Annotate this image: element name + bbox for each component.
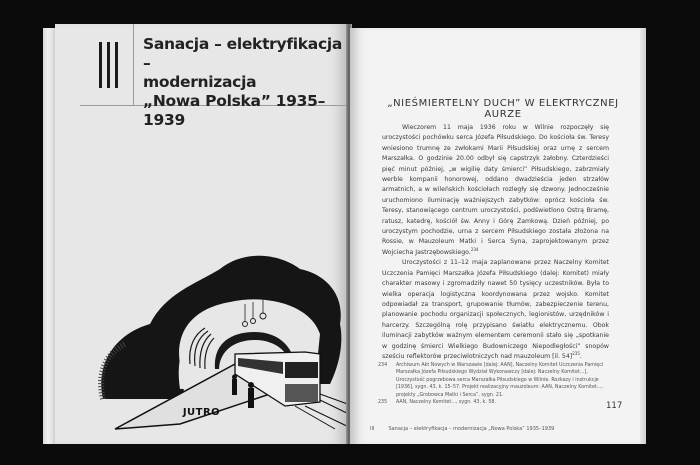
chapter-title-line-1: Sanacja – elektryfikacja – <box>143 35 343 72</box>
footnote-235 <box>378 399 610 406</box>
chapter-title-line-2: modernizacja <box>143 73 257 91</box>
footnotes <box>378 362 610 406</box>
footnote-ref-234: 234 <box>470 246 479 252</box>
illustration-caption: JUTRO <box>182 407 221 418</box>
running-footer-chapter: III <box>370 426 375 432</box>
page-number: 117 <box>606 401 623 411</box>
footnote-234 <box>378 362 610 399</box>
footnote-text: Archiwum Akt Nowych w Warszawie [dalej: AAN], Naczelny Komitet Uczczenia Pamięci Marszałka Józefa Piłsudskiego Wydział Wykonawczy [dalej: Naczelny Komitet...], Uroczystość pogrzebowa serca Marszałka Piłsudskiego w Wilnie. Rozkazy i instrukcje [1936], sygn. 43, k. 15–57. Projekt realizacyjny mauzoleum: AAN, Naczelny Komitet..., projekty „Grobowca Matki i Serca”, sygn. 21. <box>396 363 604 398</box>
paragraph-2-text: Uroczystości z 11–12 maja zaplanowane przez Naczelny Komitet Uczczenia Pamięci Marszałka Józefa Piłsudskiego (dalej: Komitet) miały charakter masowy i zgromadziły nawet 50 tysięcy uczestników. Była to wielka operacja logistyczna koordynowana przez wojsko. Komitet odpowiadał za transport, grupowanie tłumów, zabezpieczenie terenu, planowanie pochodu organizacji społecznych, legionistów, urzędników i harcerzy. Szczególną rolę przypisano światłu elektrycznemu. Obok iluminacji zabytków ważnym elementem ceremonii stało się „spotkanie w godzinę śmierci Wielkiego Budowniczego Niepodległości” snopów sześciu reflektorów przeciwlotniczych nad mauzoleum [il. 54] <box>382 259 609 360</box>
body-text <box>382 123 609 362</box>
paragraph-1: Wieczorem 11 maja 1936 roku w Wilnie rozpoczęły się uroczystości pochówku serca Józefa Piłsudskiego. Do kościoła św. Teresy wniesiono trumnę ze zwłokami Marii Piłsudskiej oraz urnę z sercem Marszałka. O godzinie 20.00 odbył się capstrzyk żałobny. Czterdzieści pięć minut później, „w wigilię daty śmierci” Piłsudskiego, zabrzmiały werble kompanii honorowej, oddano dwadzieścia jeden strzałów armatnich, a w wileńskich kościołach rozległy się dzwony. Jednocześnie uruchomiono iluminację ważniejszych zabytków: oprócz kościoła św. Teresy, stanowiącego centrum uroczystości, podświetlono Ostrą Bramę, ratusz, katedrę, kościół św. Anny i Górę Zamkową. Dzień później, po uroczystym pochodzie, urna z sercem Piłsudskiego została złożona na Rossie, w Mauzoleum Matki i Serca Syna, zaprojektowanym przez Wojciecha Jastrzębowskiego.$^{234}$ <box>382 124 609 256</box>
chapter-header <box>80 24 348 129</box>
roman-numeral-three-icon <box>99 42 119 88</box>
running-footer-title: Sanacja – elektryfikacja – modernizacja „Nowa Polska” 1935–1939 <box>388 426 555 432</box>
footnote-number: 235 <box>378 400 388 406</box>
footnote-number: 234 <box>378 363 388 368</box>
chapter-title <box>143 35 348 130</box>
chapter-title-line-3: „Nowa Polska” 1935–1939 <box>143 92 326 129</box>
paragraph-2: Uroczystości z 11–12 maja zaplanowane przez Naczelny Komitet Uczczenia Pamięci Marszałka Józefa Piłsudskiego (dalej: Komitet) miały charakter masowy i zgromadziły nawet 50 tysięcy uczestników. Była to wielka operacja logistyczna koordynowana przez wojsko. Komitet odpowiadał za transport, grupowanie tłumów, zabezpieczenie terenu, planowanie pochodu organizacji społecznych, legionistów, urzędników i harcerzy. Szczególną rolę przypisano światłu elektrycznemu. Obok iluminacji zabytków ważnym elementem ceremonii stało się „spotkanie w godzinę śmierci Wielkiego Budowniczego Niepodległości” snopów sześciu reflektorów przeciwlotniczych nad mauzoleum [il. 54]$^{235}$. <box>382 259 609 360</box>
right-page <box>350 28 640 444</box>
right-page-stack-edge <box>640 28 646 444</box>
chapter-number-cell <box>80 24 134 105</box>
footnote-ref-235: 235 <box>572 350 580 356</box>
metro-tunnel-illustration <box>95 224 355 434</box>
running-footer <box>370 426 630 432</box>
left-page <box>55 24 348 444</box>
section-title: „NIEŚMIERTELNY DUCH” W ELEKTRYCZNEJ AURZE <box>387 98 619 120</box>
paragraph-1-text: Wieczorem 11 maja 1936 roku w Wilnie rozpoczęły się uroczystości pochówku serca Józefa Piłsudskiego. Do kościoła św. Teresy wniesiono trumnę ze zwłokami Marii Piłsudskiej oraz urnę z sercem Marszałka. O godzinie 20.00 odbył się capstrzyk żałobny. Czterdzieści pięć minut później, „w wigilię daty śmierci” Piłsudskiego, zabrzmiały werble kompanii honorowej, oddano dwadzieścia jeden strzałów armatnich, a w wileńskich kościołach rozległy się dzwony. Jednocześnie uruchomiono iluminację ważniejszych zabytków: oprócz kościoła św. Teresy, stanowiącego centrum uroczystości, podświetlono Ostrą Bramę, ratusz, katedrę, kościół św. Anny i Górę Zamkową. Dzień później, po uroczystym pochodzie, urna z sercem Piłsudskiego została złożona na Rossie, w Mauzoleum Matki i Serca Syna, zaprojektowanym przez Wojciecha Jastrzębowskiego <box>382 124 609 256</box>
footnote-text: AAN, Naczelny Komitet..., sygn. 43, k. 58. <box>396 400 496 406</box>
